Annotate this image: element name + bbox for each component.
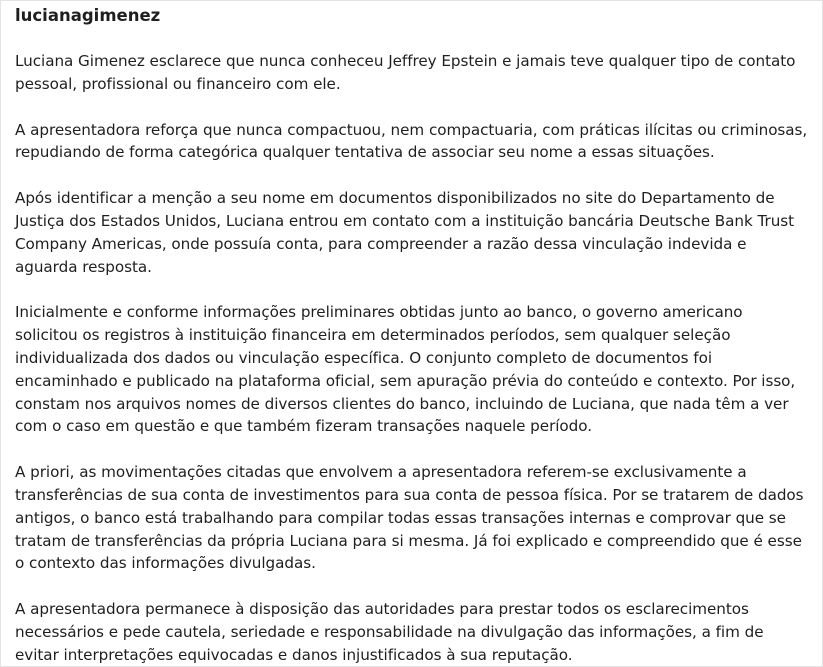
- caption-paragraph: Luciana Gimenez esclarece que nunca conheceu Jeffrey Epstein e jamais teve qualquer tipo de contato pessoal, profissional ou financeiro com ele.: [15, 52, 796, 93]
- caption-paragraph: A apresentadora permanece à disposição das autoridades para prestar todos os esclarecimentos necessários e pede cautela, seriedade e responsabilidade na divulgação das informações, a fim de evitar interpretações equivocadas e danos injustificados à sua reputação.: [15, 600, 764, 664]
- caption-text: [15, 50, 808, 667]
- caption-paragraph: Inicialmente e conforme informações preliminares obtidas junto ao banco, o governo americano solicitou os registros à instituição financeira em determinados períodos, sem qualquer seleção individualizada dos dados ou vinculação específica. O conjunto completo de documentos foi encaminhado e publicado na plataforma oficial, sem apuração prévia do conteúdo e contexto. Por isso, constam nos arquivos nomes de diversos clientes do banco, incluindo de Luciana, que nada têm a ver com o caso em questão e que também fizeram transações naquele período.: [15, 303, 796, 436]
- username-link[interactable]: lucianagimenez: [15, 6, 161, 25]
- caption-paragraph: A apresentadora reforça que nunca compactuou, nem compactuaria, com práticas ilícitas ou criminosas, repudiando de forma categórica qualquer tentativa de associar seu nome a essas situações.: [15, 120, 808, 162]
- caption-paragraph: Após identificar a menção a seu nome em documentos disponibilizados no site do Departamento de Justiça dos Estados Unidos, Luciana entrou em contato com a instituição bancária Deutsche Bank Trust Company Americas, onde possuía conta, para compreender a razão dessa vinculação indevida e aguarda resposta.: [15, 189, 795, 276]
- caption-paragraph: A priori, as movimentações citadas que envolvem a apresentadora referem-se exclusivamente a transferências de sua conta de investimentos para sua conta de pessoa física. Por se tratarem de dados antigos, o banco está trabalhando para compilar todas essas transações internas e comprovar que se tratam de transferências da própria Luciana para si mesma. Já foi explicado e compreendido que é esse o contexto das informações divulgadas.: [15, 463, 804, 573]
